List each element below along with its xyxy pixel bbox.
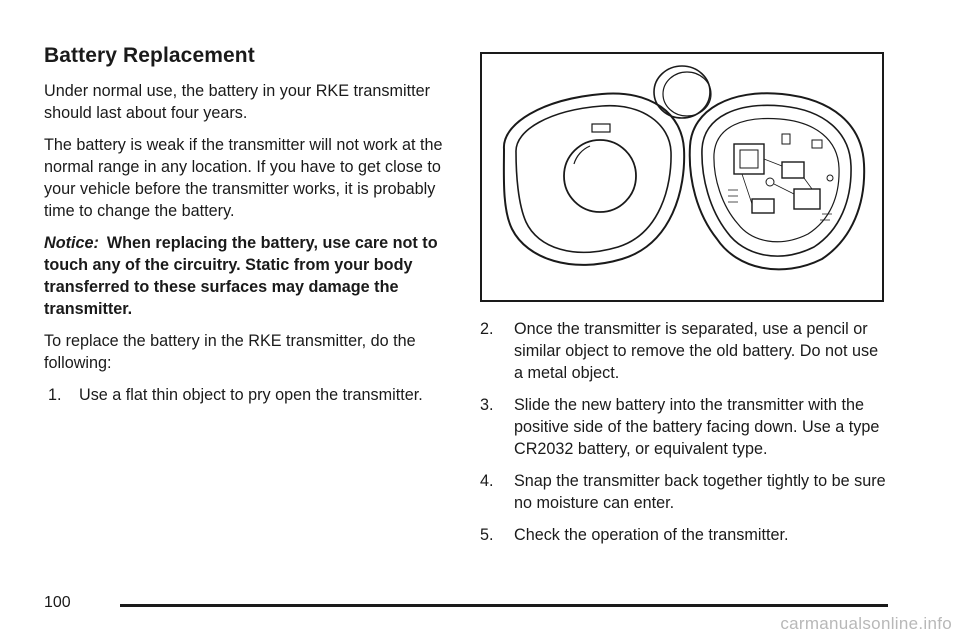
step-number: 5. — [480, 526, 494, 544]
step-item-1 — [48, 384, 454, 406]
step-item-5 — [480, 524, 890, 546]
step-text: Use a flat thin object to pry open the transmitter. — [79, 386, 423, 404]
steps-list-right — [480, 318, 890, 546]
step-text: Slide the new battery into the transmitter with the positive side of the battery facing down. Use a type CR2032 battery, or equivalent type. — [514, 396, 880, 458]
steps-list-left — [44, 384, 454, 406]
notice-text: When replacing the battery, use care not to touch any of the circuitry. Static from your body transferred to these surfaces may damage the transmitter. — [44, 234, 438, 318]
left-column — [44, 44, 454, 416]
notice-paragraph — [44, 232, 454, 320]
section-title: Battery Replacement — [44, 44, 255, 67]
step-text: Once the transmitter is separated, use a pencil or similar object to remove the old battery. Do not use a metal object. — [514, 320, 879, 382]
step-number: 3. — [480, 396, 494, 414]
transmitter-drawing — [482, 54, 882, 300]
intro-paragraph: Under normal use, the battery in your RKE transmitter should last about four years. — [44, 82, 430, 122]
notice-label: Notice: — [44, 234, 99, 252]
footer-rule — [120, 604, 888, 607]
step-item-2 — [480, 318, 890, 384]
page-footer — [44, 594, 888, 618]
battery-weak-paragraph: The battery is weak if the transmitter will not work at the normal range in any location. If you have to get close to your vehicle before the transmitter works, it is probably time to change the battery. — [44, 136, 443, 220]
step-number: 4. — [480, 472, 494, 490]
step-number: 2. — [480, 320, 494, 338]
watermark: carmanualsonline.info — [780, 614, 952, 633]
step-text: Snap the transmitter back together tightly to be sure no moisture can enter. — [514, 472, 886, 512]
page-number: 100 — [44, 594, 71, 611]
step-text: Check the operation of the transmitter. — [514, 526, 789, 544]
lead-in-paragraph: To replace the battery in the RKE transmitter, do the following: — [44, 332, 416, 372]
transmitter-illustration — [480, 52, 884, 302]
right-column — [480, 52, 890, 556]
step-item-3 — [480, 394, 890, 460]
step-number: 1. — [48, 386, 62, 404]
step-item-4 — [480, 470, 890, 514]
